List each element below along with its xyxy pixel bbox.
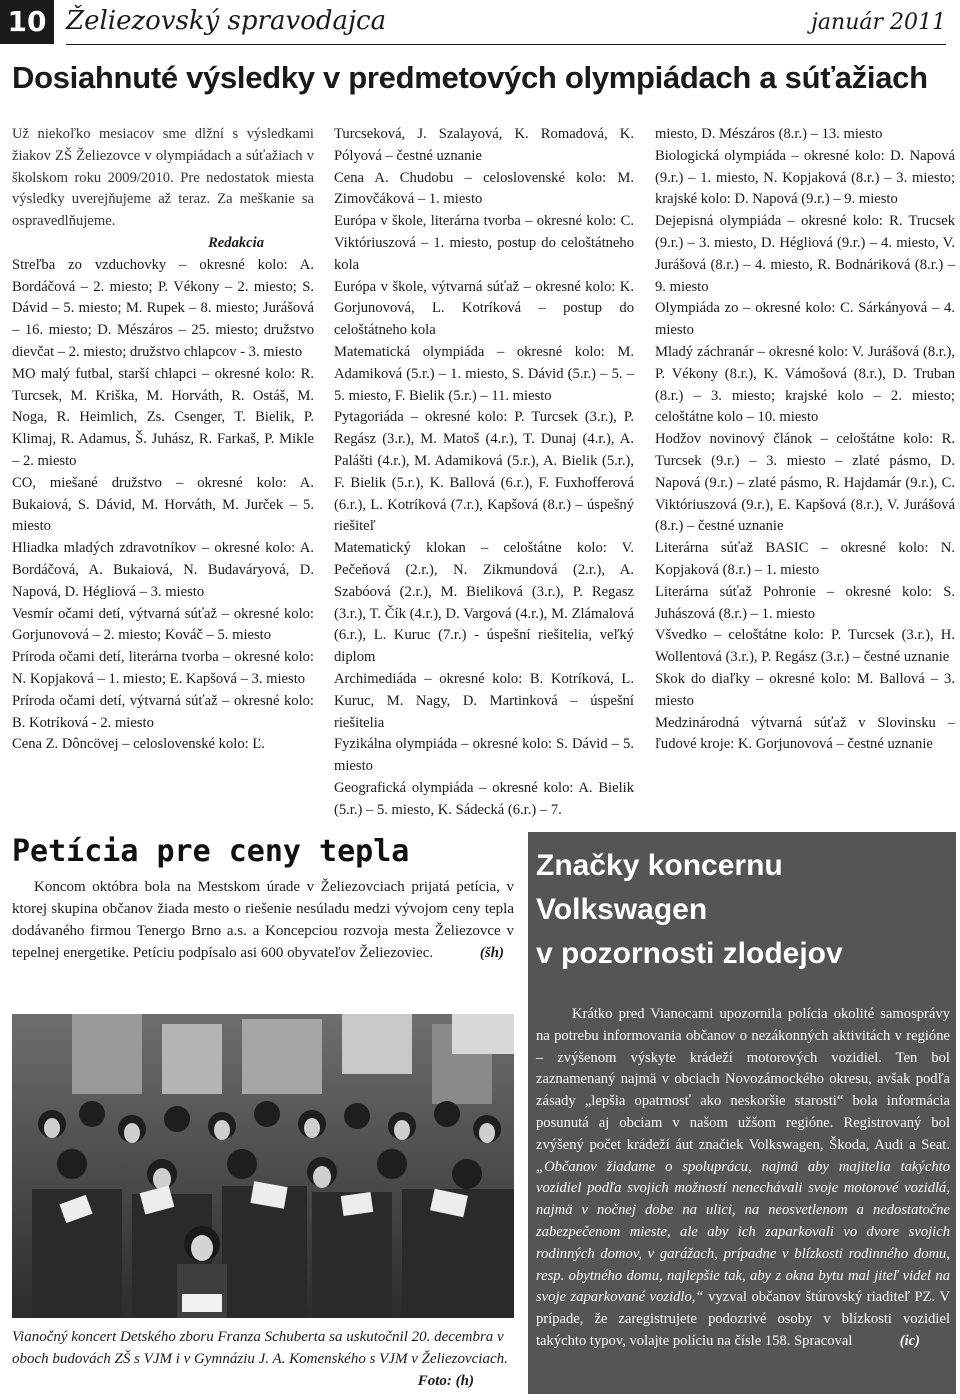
result-paragraph: Dejepisná olympiáda – okresné kolo: R. Trucsek (9.r.) – 3. miesto, D. Hégliová (9.r.) – 4. miesto, V. Jurášová (8.r.) – 4. miesto, R. Bodnáriková (8.r.) – 9. miesto [655, 213, 955, 295]
result-paragraph: Geografická olympiáda – okresné kolo: A. Bielik (5.r.) – 5. miesto, K. Sádecká (6.r.) – 7. [334, 779, 634, 818]
result-paragraph: Medzinárodná výtvarná súťaž v Slovinsku – ľudové kroje: K. Gorjunovová – čestné uznanie [655, 714, 955, 753]
masthead: Želiezovský spravodajca [66, 6, 387, 36]
petition-text: Koncom októbra bola na Mestskom úrade v Želiezovciach prijatá petícia, v ktorej skupina občanov žiada mesto o riešenie nesúladu medzi vývojom ceny tepla dodávaného firmou Tenergo Brno a.s. a Koncepciou rozvoja mesta Želiezovce v tepelnej energetike. Petíciu podpísalo asi 600 obyvateľov Želiezoviec. [12, 879, 514, 961]
result-paragraph: Európa v škole, literárna tvorba – okresné kolo: C. Viktóriuszová – 1. miesto, postup do celoštátneho kola [334, 213, 634, 273]
police-quote: „Občanov žiadame o spoluprácu, najmä aby majitelia takýchto vozidiel podľa svojich možností nenechávali svoje motorové vozidlá, najmä v nočnej dobe na ulici, na neosvetlenom a nedostatočne zabezpečenom mieste, ale aby ich zaparkovali vo dvore svojich rodinných domov, v garážach, prípadne v blízkosti rodinného domu, resp. obytného domu, najlepšie tak, aby z okna bytu mal jiteľ videl na svoje zaparkované vozidlo,“ [536, 1158, 950, 1306]
volkswagen-body [536, 1004, 950, 1353]
result-paragraph: Cena A. Chudobu – celoslovenské kolo: M. Zimovčáková – 1. miesto [334, 169, 634, 208]
result-paragraph: Vesmír očami detí, výtvarná súťaž – okresné kolo: Gorjunovová – 2. miesto; Kováč – 5. miesto [12, 605, 314, 644]
article-intro: Už niekoľko mesiacov sme dlžní s výsledkami žiakov ZŠ Želiezovce v olympiádach a súťažiach v školskom roku 2009/2010. Pre nedostatok miesta výsledky uverejňujeme až teraz. Za meškanie sa ospravedlňujeme. [12, 126, 314, 230]
page-header [0, 0, 960, 52]
issue-date: január 2011 [811, 10, 946, 35]
result-paragraph: Príroda očami detí, výtvarná súťaž – okresné kolo: B. Kotríková - 2. miesto [12, 692, 314, 731]
article-column-1 [12, 124, 314, 756]
result-paragraph: Skok do diaľky – okresné kolo: M. Ballová – 3. miesto [655, 670, 955, 709]
petition-signature: (šh) [479, 945, 504, 961]
result-paragraph: MO malý futbal, starší chlapci – okresné kolo: R. Turcsek, M. Kriška, M. Horváth, R. Ostáš, M. Noga, R. Heimlich, Zs. Csenger, T. Bielik, P. Klimaj, R. Adamus, Š. Juhász, R. Farkaš, P. Mikle – 2. miesto [12, 365, 314, 469]
volkswagen-title-line: Značky koncernu [536, 849, 783, 882]
photo-credit: Foto: (h) [417, 1373, 474, 1389]
result-paragraph: Archimediáda – okresné kolo: B. Kotríková, L. Kuruc, M. Nagy, D. Martinková – úspešní riešitelia [334, 670, 634, 731]
result-paragraph: CO, miešané družstvo – okresné kolo: A. Bukaiová, S. Dávid, M. Horváth, M. Jurček – 5. miesto [12, 474, 314, 535]
volkswagen-text-end: vyzval občanov štúrovský riaditeľ PZ. V prípade, že zaregistrujete podozrivé osoby v blízkosti vozidiel takýchto typov, volajte políciu na čísle 158. Spracoval [536, 1289, 950, 1349]
petition-title: Petícia pre ceny tepla [12, 834, 410, 869]
volkswagen-title [536, 844, 946, 976]
result-paragraph: Matematická olympiáda – okresné kolo: M. Adamiková (5.r.) – 1. miesto, S. Dávid (5.r.) – 5. – 5. miesto, F. Bielik (5.r.) – 11. miesto [334, 343, 634, 404]
article-title: Dosiahnuté výsledky v predmetových olympiádach a súťažiach [12, 60, 928, 95]
result-paragraph: Streľba zo vzduchovky – okresné kolo: A. Bordáčová – 2. miesto; P. Vékony – 2. miesto; S. Dávid – 5. miesto; M. Rupek – 8. miesto; Jurášová – 16. miesto; D. Mészáros – 25. miesto; družstvo dievčat – 2. miesto; družstvo chlapcov - 3. miesto [12, 256, 314, 360]
result-paragraph: Cena Z. Dôncövej – celoslovenské kolo: Ľ. [12, 736, 265, 753]
result-paragraph: Mladý záchranár – okresné kolo: V. Jurášová (8.r.), P. Vékony (8.r.), K. Vámošová (8.r.), D. Truban (8.r.) – 3. miesto; krajské kolo – 2. miesto; celoštátne kolo – 10. miesto [655, 343, 955, 426]
result-paragraph: Biologická olympiáda – okresné kolo: D. Napová (9.r.) – 1. miesto, N. Kopjaková (8.r.) – 3. miesto; krajské kolo: D. Napová (9.r.) – 9. miesto [655, 147, 955, 208]
article-column-3 [655, 124, 955, 756]
result-paragraph: Príroda očami detí, literárna tvorba – okresné kolo: N. Kopjaková – 1. miesto; E. Kapšová – 3. miesto [12, 649, 314, 687]
volkswagen-text: Krátko pred Vianocami upozornila polícia okolité samosprávy na potrebu informovania občanov o nezákonných aktivitách v regióne – zvýšenom výskyte krádeží motorových vozidiel. Ten bol zaznamenaný najmä v obciach Novozámockého okresu, avšak podľa zásady „lepšia opatrnosť ako neskoršie starosti“ bola informácia posunutá aj obciam v našom užšom regióne. Registrovaný bol zvýšený počet krádeží áut značiek Volkswagen, Škoda, Audi a Seat. [536, 1006, 950, 1153]
petition-article [12, 832, 514, 964]
article-column-2 [334, 124, 634, 822]
concert-photo [12, 1014, 514, 1318]
page-number: 10 [0, 0, 54, 44]
concert-photo-illustration [12, 1014, 514, 1318]
result-paragraph: Matematický klokan – celoštátne kolo: V. Pečeňová (2.r.), N. Zikmundová (2.r.), A. Szabóová (2.r.), M. Bieliková (3.r.), P. Regasz (3.r.), T. Čík (4.r.), D. Vargová (4.r.), M. Zlámalová (6.r.), L. Kuruc (7.r.) - úspešní riešitelia, veľký diplom [334, 540, 634, 666]
result-paragraph: Literárna súťaž BASIC – okresné kolo: N. Kopjaková (8.r.) – 1. miesto [655, 540, 955, 578]
volkswagen-signature: (ic) [899, 1332, 920, 1349]
result-paragraph: Hliadka mladých zdravotníkov – okresné kolo: A. Bordáčová, A. Bukaiová, N. Budaváryová, D. Napová, D. Hégliová – 3. miesto [12, 540, 314, 600]
petition-body [12, 876, 514, 964]
result-paragraph: Pytagoriáda – okresné kolo: P. Turcsek (3.r.), P. Regász (3.r.), M. Matoš (4.r.), T. Dunaj (4.r.), A. Palášti (4.r.), M. Adamiková (5.r.), A. Bielik (5.r.), F. Bielik (5.r.), K. Ballová (6.r.), F. Fuxhofferová (6.r.), L. Kotríková (7.r.), Kapšová (8.r.) – úspešný riešiteľ [334, 409, 634, 535]
result-paragraph: Hodžov novinový článok – celoštátne kolo: R. Turcsek (9.r.) – 3. miesto – zlaté pásmo, D. Napová (9.r.) – zlaté pásmo, R. Hajdamár (9.r.), C. Viktóriuszová (9.r.), E. Kapšová (8.r.), V. Jurášová (8.r.) – čestné uznanie [655, 431, 955, 535]
result-paragraph: Európa v škole, výtvarná súťaž – okresné kolo: K. Gorjunovová, L. Kotríková – postup do celoštátneho kola [334, 278, 634, 339]
volkswagen-title-line: v pozornosti zlodejov [536, 937, 843, 970]
result-paragraph: miesto, D. Mészáros (8.r.) – 13. miesto [655, 126, 883, 142]
editorial-signature: Redakcia [208, 234, 264, 251]
photo-caption [12, 1326, 514, 1392]
volkswagen-title-line: Volkswagen [536, 893, 708, 926]
result-paragraph: Fyzikálna olympiáda – okresné kolo: S. Dávid – 5. miesto [334, 736, 634, 775]
photo-caption-text: Vianočný koncert Detského zboru Franza Schuberta sa uskutočnil 20. decembra v oboch budovách ZŠ s VJM i v Gymnáziu J. A. Komenského s VJM v Želiezovciach. [12, 1329, 508, 1367]
result-paragraph: Literárna súťaž Pohronie – okresné kolo: S. Juhászová (8.r.) – 1. miesto [655, 583, 955, 622]
volkswagen-article [528, 832, 956, 1394]
header-rule [66, 44, 946, 45]
result-paragraph: Turcseková, J. Szalayová, K. Romadová, K. Pólyová – čestné uznanie [334, 126, 634, 164]
result-paragraph: Olympiáda zo – okresné kolo: C. Sárkányová – 4. miesto [655, 300, 955, 339]
result-paragraph: Všvedko – celoštátne kolo: P. Turcsek (3.r.), H. Wollentová (3.r.), P. Regász (3.r.) – čestné uznanie [655, 627, 955, 666]
